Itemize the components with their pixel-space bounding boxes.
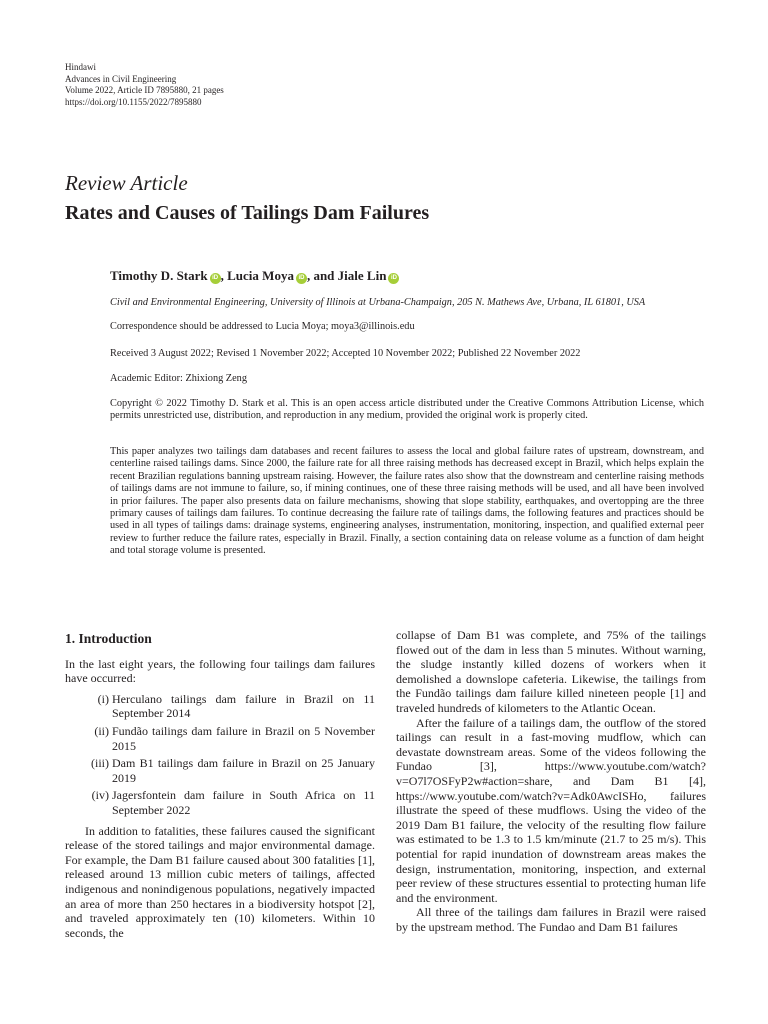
body-column-right xyxy=(396,628,706,934)
list-text: Dam B1 tailings dam failure in Brazil on 25 January 2019 xyxy=(112,756,375,785)
journal-header xyxy=(65,62,224,108)
author-name: Lucia Moya xyxy=(227,268,294,283)
section-heading: 1. Introduction xyxy=(65,631,152,646)
volume-info: Volume 2022, Article ID 7895880, 21 pages xyxy=(65,85,224,95)
copyright-notice: Copyright © 2022 Timothy D. Stark et al. This is an open access article distributed under the Creative Commons Attribution License, which permits unrestricted use, distribution, and reproduction in any medium, provided the original work is properly cited. xyxy=(110,398,704,422)
list-number: (ii) xyxy=(94,723,109,738)
author-list xyxy=(110,268,399,284)
orcid-icon[interactable]: iD xyxy=(388,273,399,284)
body-paragraph: collapse of Dam B1 was complete, and 75% of the tailings flowed out of the dam in less than 5 minutes. Without warning, the sludge instantly killed dozens of workers when it demolished a downslope cafeteria. Likewise, the tailings from the Fundão tailings dam failure killed nineteen people [1] and traveled hundreds of kilometers to the Atlantic Ocean. xyxy=(396,628,706,715)
body-paragraph: All three of the tailings dam failures in Brazil were raised by the upstream method. The Fundao and Dam B1 failures xyxy=(396,905,706,934)
abstract: This paper analyzes two tailings dam databases and recent failures to assess the local and global failure rates of upstream, downstream, and centerline raised tailings dams. Since 2000, the failure rate for all three raising methods has decreased except in Brazil, which helps explain the recent Brazilian regulations banning upstream raising. However, the failure rates also show that the downstream and centerline raising methods of tailings dams are not immune to failure, so, if mining continues, one of these three raising methods will be used, and all have been involved in prior failures. The paper also presents data on failure mechanisms, showing that slope stability, earthquakes, and overtopping are the three primary causes of tailings dam failures. To continue decreasing the failure rate of tailings dams, the following features and practices should be used in all types of tailings dams: drainage systems, engineering analyses, instrumentation, monitoring, inspection, and qualified external peer review to further reduce the failure rates, especially in Brazil. Finally, a section containing data on release volume as a function of dam height and total storage volume is presented. xyxy=(110,446,704,557)
list-number: (iv) xyxy=(91,788,109,803)
list-item xyxy=(65,788,375,817)
body-paragraph: After the failure of a tailings dam, the outflow of the stored tailings can result in a fast-moving mudflow, which can devastate downstream areas. Some of the videos following the Fundao [3], https://www.youtube.com/watch?v=O7l7OSFyP2w#action=share, and Dam B1 [4], https://www.youtube.com/watch?v=Adk0AwcISHo, failures illustrate the speed of these mudflows. Using the video of the 2019 Dam B1 failure, the velocity of the resulting flow failure was estimated to be 1.3 to 1.5 km/minute (21.7 to 25 m/s). This potential for rapid inundation of downstream areas makes the design, instrumentation, monitoring, inspection, and external peer review of these structures essential to protecting human life and the environment. xyxy=(396,715,706,905)
journal-name: Advances in Civil Engineering xyxy=(65,73,177,84)
list-item xyxy=(65,756,375,785)
author-name: Jiale Lin xyxy=(337,268,387,283)
article-type: Review Article xyxy=(65,171,188,195)
body-paragraph: In addition to fatalities, these failures caused the significant release of the stored tailings and major environmental damage. For example, the Dam B1 failure caused about 300 fatalities [1], released around 13 million cubic meters of tailings, affected indigenous and nonindigenous populations, negatively impacted an area of more than 250 hectares in a biodiversity hotspot [2], and traveled approximately ten (10) kilometers. Within 10 seconds, the xyxy=(65,823,375,940)
academic-editor: Academic Editor: Zhixiong Zeng xyxy=(110,373,247,384)
correspondence: Correspondence should be addressed to Lucia Moya; moya3@illinois.edu xyxy=(110,321,415,332)
author-name: Timothy D. Stark xyxy=(110,268,208,283)
orcid-icon[interactable]: iD xyxy=(296,273,307,284)
list-text: Fundão tailings dam failure in Brazil on 5 November 2015 xyxy=(112,723,375,753)
failure-list xyxy=(65,692,375,818)
list-number: (i) xyxy=(97,691,109,706)
list-text: Jagersfontein dam failure in South Africa on 11 September 2022 xyxy=(112,788,375,817)
body-column-left xyxy=(65,628,375,940)
article-title: Rates and Causes of Tailings Dam Failures xyxy=(65,202,430,224)
intro-lead-paragraph: In the last eight years, the following four tailings dam failures have occurred: xyxy=(65,656,375,686)
author-separator: , xyxy=(220,268,228,283)
list-item xyxy=(65,724,375,753)
orcid-icon[interactable]: iD xyxy=(210,273,221,284)
list-item xyxy=(65,692,375,721)
list-number: (iii) xyxy=(91,756,109,771)
doi-link[interactable]: https://doi.org/10.1155/2022/7895880 xyxy=(65,96,202,107)
publisher-name: Hindawi xyxy=(65,62,96,72)
affiliation: Civil and Environmental Engineering, University of Illinois at Urbana-Champaign, 205 N. Mathews Ave, Urbana, IL 61801, USA xyxy=(110,297,646,308)
publication-dates: Received 3 August 2022; Revised 1 November 2022; Accepted 10 November 2022; Published 22 November 2022 xyxy=(110,348,581,359)
author-separator: , and xyxy=(306,268,338,283)
list-text: Herculano tailings dam failure in Brazil on 11 September 2014 xyxy=(112,691,375,721)
